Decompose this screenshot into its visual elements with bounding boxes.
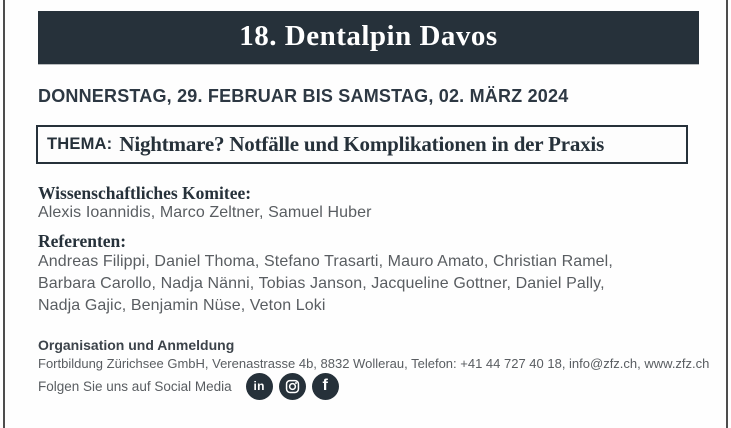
social-media-label: Folgen Sie uns auf Social Media [38, 378, 232, 394]
instagram-icon[interactable] [279, 373, 306, 400]
page-left-border [3, 0, 5, 428]
thema-title: Nightmare? Notfälle und Komplikationen in der Praxis [119, 132, 605, 156]
linkedin-icon[interactable] [246, 373, 273, 400]
contact-info: Fortbildung Zürichsee GmbH, Verenastrasse 4b, 8832 Wollerau, Telefon: +41 44 727 40 18, info@zfz.ch, www.zfz.ch [38, 356, 710, 371]
instagram-camera-glyph [285, 379, 300, 394]
organisation-heading: Organisation und Anmeldung [38, 337, 235, 353]
referenten-line: Nadja Gajic, Benjamin Nüse, Veton Loki [38, 297, 326, 314]
committee-members: Alexis Ioannidis, Marco Zeltner, Samuel Huber [38, 204, 372, 221]
committee-heading: Wissenschaftliches Komitee: [38, 183, 252, 203]
facebook-icon[interactable] [312, 373, 339, 400]
page-right-border [726, 0, 728, 428]
referenten-line: Andreas Filippi, Daniel Thoma, Stefano Trasarti, Mauro Amato, Christian Ramel, [38, 253, 613, 270]
title-bar [38, 11, 699, 64]
linkedin-glyph: in [253, 379, 265, 393]
thema-box [36, 125, 688, 164]
referenten-line: Barbara Carollo, Nadja Nänni, Tobias Janson, Jacqueline Gottner, Daniel Pally, [38, 275, 605, 292]
facebook-glyph: f [322, 376, 328, 394]
social-media-row [38, 371, 345, 401]
event-title: 18. Dentalpin Davos [239, 20, 498, 52]
event-date: DONNERSTAG, 29. FEBRUAR BIS SAMSTAG, 02. MÄRZ 2024 [38, 86, 569, 106]
thema-label: THEMA: [47, 135, 113, 153]
referenten-heading: Referenten: [38, 231, 127, 251]
